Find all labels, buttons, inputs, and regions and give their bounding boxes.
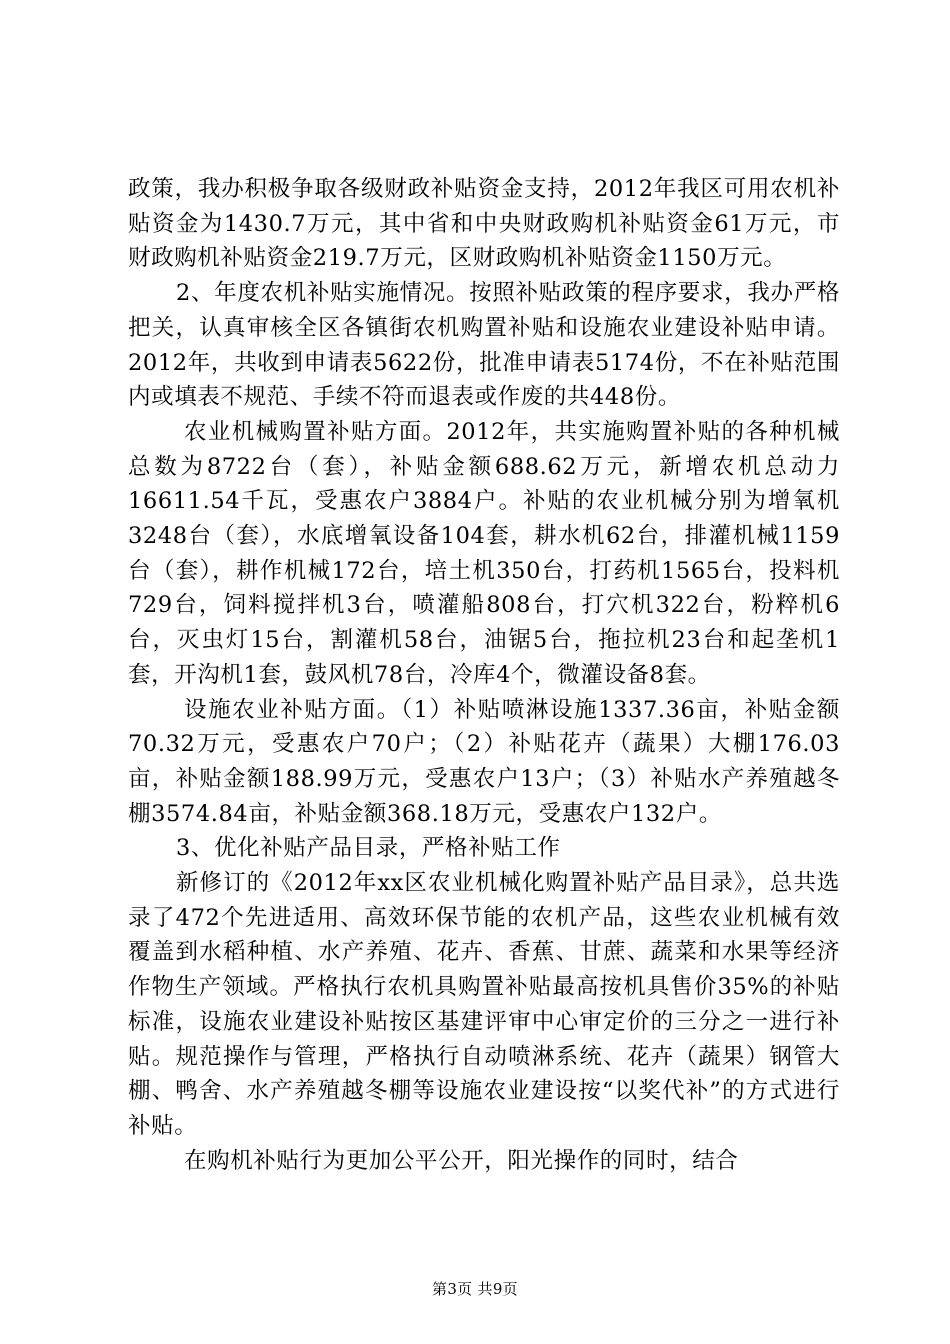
paragraph-machinery-subsidy: 农业机械购置补贴方面。2012年，共实施购置补贴的各种机械总数为8722台（套），补贴金额688.62万元，新增农机总动力16611.54千瓦，受惠农户3884户。补贴的农业机械分别为增氧机3248台（套），水底增氧设备104套，耕水机62台，排灌机械1159台（套），耕作机械172台，培土机350台，打药机1565台，投料机729台，饲料搅拌机3台，喷灌船808台，打穴机322台，粉粹机6台，灭虫灯15台，割灌机58台，油锯5台，拖拉机23台和起垄机1套，开沟机1套，鼓风机78台，冷库4个，微灌设备8套。 [128, 418, 840, 688]
document-body [128, 172, 840, 1178]
paragraph-funding-continuation: 政策，我办积极争取各级财政补贴资金支持，2012年我区可用农机补贴资金为1430.7万元，其中省和中央财政购机补贴资金61万元，市财政购机补贴资金219.7万元，区财政购机补贴资金1150万元。 [128, 176, 840, 272]
paragraph-product-catalog: 新修订的《2012年xx区农业机械化购置补贴产品目录》，总共选录了472个先进适用、高效环保节能的农机产品，这些农业机械有效覆盖到水稻种植、水产养殖、花卉、香蕉、甘蔗、蔬菜和水果等经济作物生产领域。严格执行农机具购置补贴最高按机具售价35%的补贴标准，设施农业建设补贴按区基建评审中心审定价的三分之一进行补贴。规范操作与管理，严格执行自动喷淋系统、花卉（蔬果）钢管大棚、鸭舍、水产养殖越冬棚等设施农业建设按“以奖代补”的方式进行补贴。 [128, 870, 840, 1139]
paragraph-facility-subsidy: 设施农业补贴方面。（1）补贴喷淋设施1337.36亩，补贴金额70.32万元，受惠农户70户；（2）补贴花卉（蔬果）大棚176.03亩，补贴金额188.99万元，受惠农户13户；（3）补贴水产养殖越冬棚3574.84亩，补贴金额368.18万元，受惠农户132户。 [128, 696, 840, 827]
page-footer: 第3页 共9页 [432, 1280, 518, 1298]
paragraph-annual-implementation: 2、年度农机补贴实施情况。按照补贴政策的程序要求，我办严格把关，认真审核全区各镇街农机购置补贴和设施农业建设补贴申请。2012年，共收到申请表5622份，批准申请表5174份，不在补贴范围内或填表不规范、手续不符而退表或作废的共448份。 [128, 280, 840, 411]
paragraph-fairness-continued: 在购机补贴行为更加公平公开，阳光操作的同时，结合 [184, 1147, 739, 1174]
section-heading-catalog: 3、优化补贴产品目录，严格补贴工作 [176, 835, 561, 862]
